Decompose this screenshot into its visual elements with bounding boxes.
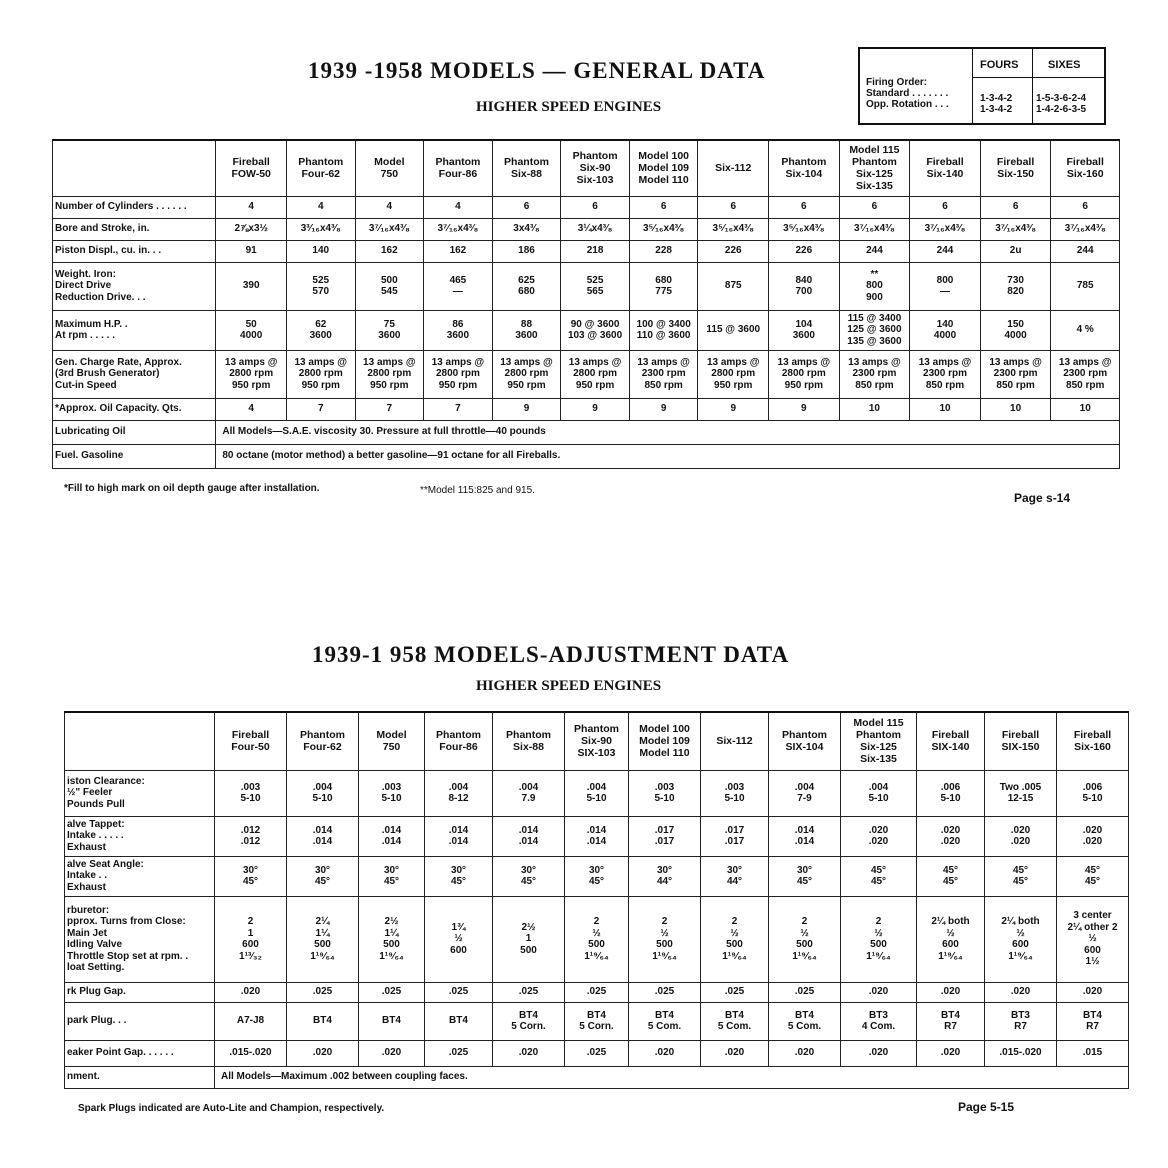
- table-cell: BT3 R7: [985, 1002, 1057, 1040]
- table-cell: BT4: [359, 1002, 425, 1040]
- header-blank-cell: [65, 712, 215, 770]
- table-cell: 680 775: [629, 262, 698, 310]
- table-cell: 10: [839, 398, 910, 420]
- table-cell: 30° 45°: [493, 856, 565, 896]
- table-cell: ** 800 900: [839, 262, 910, 310]
- adjustment-data-table: [64, 711, 1129, 1089]
- table-cell: 13 amps @ 2800 rpm 950 rpm: [424, 350, 493, 398]
- table-cell: 244: [910, 240, 981, 262]
- model-header: Phantom Six-90 SIX-103: [565, 712, 629, 770]
- table-row: [65, 1066, 1129, 1088]
- model-header: Model 100 Model 109 Model 110: [629, 712, 701, 770]
- table-cell: .025: [425, 982, 493, 1002]
- table-cell: 75 3600: [355, 310, 424, 350]
- model-header: Phantom Six-90 Six-103: [561, 140, 630, 196]
- spark-plug-footnote: Spark Plugs indicated are Auto-Lite and Champion, respectively.: [78, 1103, 385, 1114]
- table-cell: 3⁵⁄₁₆x4³⁄₈: [698, 218, 769, 240]
- general-data-subtitle: HIGHER SPEED ENGINES: [476, 99, 662, 115]
- table-cell: BT4 5 Corn.: [493, 1002, 565, 1040]
- model-header: Phantom Six-104: [769, 140, 840, 196]
- adjustment-data-title: 1939-1 958 MODELS-ADJUSTMENT DATA: [312, 642, 790, 667]
- model-header: Fireball Six-160: [1057, 712, 1129, 770]
- table-cell: 3⁷⁄₁₆x4³⁄₈: [839, 218, 910, 240]
- table-cell: BT4 5 Com.: [629, 1002, 701, 1040]
- table-cell: .003 5-10: [629, 770, 701, 816]
- table-cell: .020: [841, 982, 917, 1002]
- table-cell: 30° 45°: [287, 856, 359, 896]
- row-label: rk Plug Gap.: [65, 982, 215, 1002]
- table-cell: 10: [980, 398, 1051, 420]
- table-row: [53, 310, 1120, 350]
- fours-header: FOURS: [980, 59, 1019, 71]
- general-data-table: [52, 139, 1120, 469]
- table-row: [65, 856, 1129, 896]
- table-cell: 86 3600: [424, 310, 493, 350]
- table-cell: 10: [1051, 398, 1120, 420]
- table-row: [65, 1002, 1129, 1040]
- table-cell: 7: [286, 398, 355, 420]
- table-cell: 2 ½ 500 1¹⁹⁄₆₄: [629, 896, 701, 982]
- table-row: [53, 444, 1120, 468]
- table-cell: 3⁵⁄₁₆x4³⁄₈: [629, 218, 698, 240]
- table-row: [53, 240, 1120, 262]
- table-cell: 226: [769, 240, 840, 262]
- row-label: Gen. Charge Rate, Approx. (3rd Brush Generator) Cut-in Speed: [53, 350, 216, 398]
- table-cell: 4 %: [1051, 310, 1120, 350]
- table-cell: 244: [839, 240, 910, 262]
- table-cell: 88 3600: [492, 310, 561, 350]
- firing-order-label: Firing Order: Standard . . . . . . . Opp. Rotation . . .: [866, 77, 949, 110]
- model-header: Phantom Four-86: [425, 712, 493, 770]
- table-cell: 6: [629, 196, 698, 218]
- table-cell: .025: [565, 1040, 629, 1066]
- table-cell: .014 .014: [425, 816, 493, 856]
- table-cell: .015: [1057, 1040, 1129, 1066]
- table-cell: 13 amps @ 2800 rpm 950 rpm: [355, 350, 424, 398]
- table-cell: 500 545: [355, 262, 424, 310]
- table-cell: 45° 45°: [1057, 856, 1129, 896]
- table-cell: 30° 45°: [565, 856, 629, 896]
- table-cell: 9: [769, 398, 840, 420]
- table-cell: 13 amps @ 2300 rpm 850 rpm: [839, 350, 910, 398]
- table-cell: 2½ 1 500: [493, 896, 565, 982]
- table-cell: 2½ 1¼ 500 1¹⁹⁄₆₄: [359, 896, 425, 982]
- table-cell: 625 680: [492, 262, 561, 310]
- table-cell: 13 amps @ 2300 rpm 850 rpm: [629, 350, 698, 398]
- model-header: Model 115 Phantom Six-125 Six-135: [841, 712, 917, 770]
- table-cell: A7-J8: [215, 1002, 287, 1040]
- table-cell: .025: [359, 982, 425, 1002]
- table-cell: 6: [910, 196, 981, 218]
- table-cell: 3¼x4³⁄₈: [561, 218, 630, 240]
- table-cell: 4: [286, 196, 355, 218]
- table-cell: 50 4000: [216, 310, 287, 350]
- table-cell: .025: [425, 1040, 493, 1066]
- table-cell: 730 820: [980, 262, 1051, 310]
- model-header: Fireball SIX-150: [985, 712, 1057, 770]
- table-row: [65, 982, 1129, 1002]
- table-cell: 30° 45°: [215, 856, 287, 896]
- model-header: Model 750: [355, 140, 424, 196]
- row-label: eaker Point Gap. . . . . .: [65, 1040, 215, 1066]
- fuel-value: 80 octane (motor method) a better gasoline—91 octane for all Fireballs.: [216, 444, 1120, 468]
- table-cell: .004 5-10: [841, 770, 917, 816]
- lubricating-oil-value: All Models—S.A.E. viscosity 30. Pressure at full throttle—40 pounds: [216, 420, 1120, 444]
- table-cell: 2¼ 1¼ 500 1¹⁹⁄₆₄: [287, 896, 359, 982]
- table-cell: .020: [359, 1040, 425, 1066]
- table-row: [65, 816, 1129, 856]
- table-cell: 2 ½ 500 1¹⁹⁄₆₄: [565, 896, 629, 982]
- model-header: Phantom SIX-104: [769, 712, 841, 770]
- table-cell: .014 .014: [565, 816, 629, 856]
- table-cell: .020: [215, 982, 287, 1002]
- row-label: rburetor: pprox. Turns from Close: Main Jet Idling Valve Throttle Stop set at rpm. . loat Setting.: [65, 896, 215, 982]
- table-cell: .020 .020: [1057, 816, 1129, 856]
- table-cell: 800 —: [910, 262, 981, 310]
- table-cell: 45° 45°: [841, 856, 917, 896]
- table-cell: 140: [286, 240, 355, 262]
- table-cell: 3x4³⁄₈: [492, 218, 561, 240]
- row-label: Maximum H.P. . At rpm . . . . .: [53, 310, 216, 350]
- table-cell: 2¼ both ½ 600 1¹⁹⁄₆₄: [917, 896, 985, 982]
- model-header: Six-112: [698, 140, 769, 196]
- row-label: park Plug. . .: [65, 1002, 215, 1040]
- table-cell: 13 amps @ 2300 rpm 850 rpm: [980, 350, 1051, 398]
- table-cell: 90 @ 3600 103 @ 3600: [561, 310, 630, 350]
- table-cell: 30° 44°: [701, 856, 769, 896]
- table-cell: 30° 44°: [629, 856, 701, 896]
- table-cell: 100 @ 3400 110 @ 3600: [629, 310, 698, 350]
- table-cell: 525 565: [561, 262, 630, 310]
- table-cell: 62 3600: [286, 310, 355, 350]
- model-header: Six-112: [701, 712, 769, 770]
- table-cell: 13 amps @ 2800 rpm 950 rpm: [698, 350, 769, 398]
- table-cell: 104 3600: [769, 310, 840, 350]
- header-blank-cell: [53, 140, 216, 196]
- table-cell: 150 4000: [980, 310, 1051, 350]
- table-row: [53, 398, 1120, 420]
- table-cell: 3⁷⁄₁₆x4³⁄₈: [910, 218, 981, 240]
- model-header: Model 100 Model 109 Model 110: [629, 140, 698, 196]
- table-row: [65, 1040, 1129, 1066]
- table-cell: .020: [841, 1040, 917, 1066]
- table-cell: 4: [355, 196, 424, 218]
- table-cell: .020 .020: [985, 816, 1057, 856]
- table-cell: 9: [561, 398, 630, 420]
- table-cell: BT4 5 Com.: [701, 1002, 769, 1040]
- table-cell: 2 ½ 500 1¹⁹⁄₆₄: [769, 896, 841, 982]
- table-cell: 45° 45°: [917, 856, 985, 896]
- table-cell: 45° 45°: [985, 856, 1057, 896]
- table-cell: 4: [424, 196, 493, 218]
- firing-order-box: [858, 47, 1106, 125]
- model-header: Fireball FOW-50: [216, 140, 287, 196]
- table-cell: 3⁷⁄₁₆x4³⁄₈: [424, 218, 493, 240]
- table-cell: .014 .014: [287, 816, 359, 856]
- model-header: Model 750: [359, 712, 425, 770]
- table-cell: .004 8-12: [425, 770, 493, 816]
- lubricating-oil-label: Lubricating Oil: [53, 420, 216, 444]
- table-cell: 3⁷⁄₁₆x4³⁄₈: [355, 218, 424, 240]
- table-cell: BT4: [425, 1002, 493, 1040]
- table-cell: .014 .014: [359, 816, 425, 856]
- model-header: Fireball Six-150: [980, 140, 1051, 196]
- alignment-value: All Models—Maximum .002 between coupling faces.: [215, 1066, 1129, 1088]
- table-cell: .020: [701, 1040, 769, 1066]
- table-cell: 6: [980, 196, 1051, 218]
- table-cell: 6: [839, 196, 910, 218]
- row-label: alve Seat Angle: Intake . . Exhaust: [65, 856, 215, 896]
- table-cell: 3⁷⁄₁₆x4³⁄₈: [980, 218, 1051, 240]
- page-number-2: Page 5-15: [958, 1100, 1015, 1114]
- table-cell: 9: [698, 398, 769, 420]
- table-cell: 7: [355, 398, 424, 420]
- table-cell: Two .005 12-15: [985, 770, 1057, 816]
- model-header: Fireball SIX-140: [917, 712, 985, 770]
- table-cell: 162: [424, 240, 493, 262]
- table-cell: BT4: [287, 1002, 359, 1040]
- table-cell: .020: [917, 982, 985, 1002]
- table-cell: BT4 5 Corn.: [565, 1002, 629, 1040]
- model-header: Phantom Six-88: [492, 140, 561, 196]
- model-header: Model 115 Phantom Six-125 Six-135: [839, 140, 910, 196]
- table-cell: 115 @ 3600: [698, 310, 769, 350]
- table-cell: .004 7.9: [493, 770, 565, 816]
- table-cell: .020: [493, 1040, 565, 1066]
- table-cell: 6: [492, 196, 561, 218]
- table-cell: .006 5-10: [917, 770, 985, 816]
- sixes-firing-order: 1-5-3-6-2-4 1-4-2-6-3-5: [1036, 93, 1087, 115]
- table-cell: 840 700: [769, 262, 840, 310]
- model-header: Phantom Four-62: [287, 712, 359, 770]
- table-row: [65, 896, 1129, 982]
- table-cell: .017 .017: [701, 816, 769, 856]
- table-row: [53, 420, 1120, 444]
- fuel-label: Fuel. Gasoline: [53, 444, 216, 468]
- table-cell: 186: [492, 240, 561, 262]
- table-cell: 13 amps @ 2800 rpm 950 rpm: [216, 350, 287, 398]
- table-cell: 1¾ ½ 600: [425, 896, 493, 982]
- table-cell: .025: [769, 982, 841, 1002]
- row-label: iston Clearance: ½" Feeler Pounds Pull: [65, 770, 215, 816]
- table-cell: .020 .020: [841, 816, 917, 856]
- model-115-footnote: **Model 115:825 and 915.: [420, 485, 535, 496]
- table-cell: 465 —: [424, 262, 493, 310]
- table-cell: .003 5-10: [359, 770, 425, 816]
- fours-firing-order: 1-3-4-2 1-3-4-2: [980, 93, 1013, 115]
- table-cell: 13 amps @ 2800 rpm 950 rpm: [561, 350, 630, 398]
- table-cell: .020 .020: [917, 816, 985, 856]
- model-header: Phantom Four-86: [424, 140, 493, 196]
- table-cell: 13 amps @ 2300 rpm 850 rpm: [1051, 350, 1120, 398]
- table-cell: .020: [629, 1040, 701, 1066]
- table-cell: 3⁷⁄₁₆x4³⁄₈: [1051, 218, 1120, 240]
- adjustment-data-subtitle: HIGHER SPEED ENGINES: [476, 678, 662, 694]
- table-cell: .020: [1057, 982, 1129, 1002]
- table-cell: 30° 45°: [359, 856, 425, 896]
- table-cell: .025: [629, 982, 701, 1002]
- table-cell: 226: [698, 240, 769, 262]
- table-cell: .025: [701, 982, 769, 1002]
- row-label: alve Tappet: Intake . . . . . Exhaust: [65, 816, 215, 856]
- table-cell: .004 5-10: [287, 770, 359, 816]
- table-cell: BT4 R7: [917, 1002, 985, 1040]
- table-cell: .025: [493, 982, 565, 1002]
- row-label: Piston Displ., cu. in. . .: [53, 240, 216, 262]
- table-cell: 218: [561, 240, 630, 262]
- table-cell: 115 @ 3400 125 @ 3600 135 @ 3600: [839, 310, 910, 350]
- table-cell: 4: [216, 398, 287, 420]
- table-cell: 9: [492, 398, 561, 420]
- table-cell: .006 5-10: [1057, 770, 1129, 816]
- model-header: Phantom Four-62: [286, 140, 355, 196]
- table-cell: .020: [917, 1040, 985, 1066]
- table-cell: 2¼ both ½ 600 1¹⁹⁄₆₄: [985, 896, 1057, 982]
- table-cell: .020: [287, 1040, 359, 1066]
- table-cell: 30° 45°: [425, 856, 493, 896]
- table-cell: .020: [985, 982, 1057, 1002]
- oil-depth-footnote: *Fill to high mark on oil depth gauge after installation.: [64, 483, 320, 494]
- table-cell: 2 1 600 1¹³⁄₃₂: [215, 896, 287, 982]
- table-row: [53, 196, 1120, 218]
- row-label: *Approx. Oil Capacity. Qts.: [53, 398, 216, 420]
- table-cell: 2 ½ 500 1¹⁹⁄₆₄: [701, 896, 769, 982]
- general-data-title: 1939 -1958 MODELS — GENERAL DATA: [308, 58, 766, 83]
- table-cell: BT3 4 Com.: [841, 1002, 917, 1040]
- row-label: Weight. Iron: Direct Drive Reduction Drive. . .: [53, 262, 216, 310]
- table-cell: 2 ½ 500 1¹⁹⁄₆₄: [841, 896, 917, 982]
- table-cell: 3⁵⁄₁₆x4³⁄₈: [769, 218, 840, 240]
- table-cell: 875: [698, 262, 769, 310]
- table-cell: .020: [769, 1040, 841, 1066]
- table-cell: .003 5-10: [701, 770, 769, 816]
- table-cell: 6: [561, 196, 630, 218]
- table-cell: 785: [1051, 262, 1120, 310]
- table-cell: .004 5-10: [565, 770, 629, 816]
- table-cell: 244: [1051, 240, 1120, 262]
- model-header: Fireball Six-160: [1051, 140, 1120, 196]
- table-cell: .003 5-10: [215, 770, 287, 816]
- table-cell: 390: [216, 262, 287, 310]
- table-cell: 3 center 2¼ other 2 ½ 600 1½: [1057, 896, 1129, 982]
- table-cell: 6: [698, 196, 769, 218]
- table-cell: 7: [424, 398, 493, 420]
- table-cell: .004 7-9: [769, 770, 841, 816]
- table-cell: 6: [769, 196, 840, 218]
- table-cell: .017 .017: [629, 816, 701, 856]
- table-cell: 13 amps @ 2800 rpm 950 rpm: [492, 350, 561, 398]
- table-cell: 3³⁄₁₆x4³⁄₈: [286, 218, 355, 240]
- table-cell: BT4 5 Com.: [769, 1002, 841, 1040]
- page-number-1: Page s-14: [1014, 491, 1071, 505]
- table-cell: .025: [565, 982, 629, 1002]
- table-cell: 9: [629, 398, 698, 420]
- table-cell: .012 .012: [215, 816, 287, 856]
- table-cell: 10: [910, 398, 981, 420]
- table-cell: 13 amps @ 2800 rpm 950 rpm: [286, 350, 355, 398]
- table-cell: 2⅞x3½: [216, 218, 287, 240]
- table-row: [53, 218, 1120, 240]
- table-cell: .014 .014: [493, 816, 565, 856]
- row-label: Bore and Stroke, in.: [53, 218, 216, 240]
- table-cell: 140 4000: [910, 310, 981, 350]
- alignment-label: nment.: [65, 1066, 215, 1088]
- table-cell: BT4 R7: [1057, 1002, 1129, 1040]
- sixes-header: SIXES: [1048, 59, 1081, 71]
- table-cell: 4: [216, 196, 287, 218]
- model-header: Fireball Six-140: [910, 140, 981, 196]
- table-row: [65, 770, 1129, 816]
- table-row: [53, 350, 1120, 398]
- table-cell: .015-.020: [985, 1040, 1057, 1066]
- table-cell: .014 .014: [769, 816, 841, 856]
- table-cell: 525 570: [286, 262, 355, 310]
- table-cell: 13 amps @ 2300 rpm 850 rpm: [910, 350, 981, 398]
- table-cell: 91: [216, 240, 287, 262]
- table-cell: 6: [1051, 196, 1120, 218]
- table-cell: 2u: [980, 240, 1051, 262]
- table-cell: .025: [287, 982, 359, 1002]
- table-cell: 162: [355, 240, 424, 262]
- table-cell: 13 amps @ 2800 rpm 950 rpm: [769, 350, 840, 398]
- table-cell: .015-.020: [215, 1040, 287, 1066]
- row-label: Number of Cylinders . . . . . .: [53, 196, 216, 218]
- table-cell: 30° 45°: [769, 856, 841, 896]
- model-header: Fireball Four-50: [215, 712, 287, 770]
- table-cell: 228: [629, 240, 698, 262]
- model-header: Phantom Six-88: [493, 712, 565, 770]
- table-row: [53, 262, 1120, 310]
